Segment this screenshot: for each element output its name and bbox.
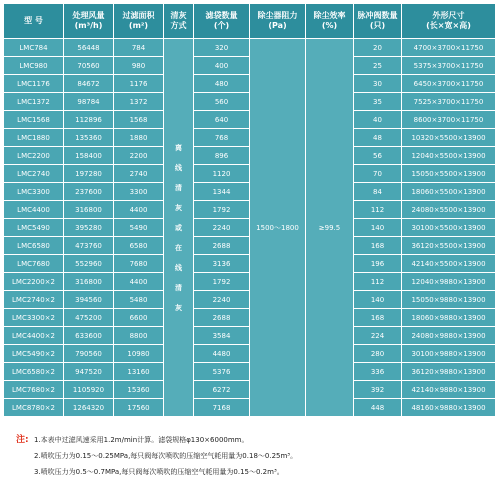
cell-bags: 3584 (194, 327, 250, 345)
cell-model: LMC1880 (4, 129, 64, 147)
cell-flow: 98784 (64, 93, 114, 111)
cell-valves: 196 (354, 255, 402, 273)
cell-area: 1880 (114, 129, 164, 147)
cell-flow: 70560 (64, 57, 114, 75)
cell-size: 30100×5500×13900 (402, 219, 496, 237)
note-text: 1.本表中过滤风速采用1.2m/min计算。滤袋规格φ130×6000mm。 (34, 436, 249, 444)
cell-model: LMC784 (4, 39, 64, 57)
cell-size: 5375×3700×11750 (402, 57, 496, 75)
cell-valves: 84 (354, 183, 402, 201)
cell-model: LMC1568 (4, 111, 64, 129)
cell-flow: 473760 (64, 237, 114, 255)
cell-valves: 112 (354, 201, 402, 219)
spec-table-container (3, 3, 495, 417)
cell-size: 15050×5500×13900 (402, 165, 496, 183)
cell-size: 42140×9880×13900 (402, 381, 496, 399)
cell-area: 784 (114, 39, 164, 57)
cell-size: 36120×9880×13900 (402, 363, 496, 381)
cell-model: LMC5490×2 (4, 345, 64, 363)
header-flow: 处理风量 (m³/h) (64, 4, 114, 39)
cell-size: 42140×5500×13900 (402, 255, 496, 273)
cell-model: LMC2740 (4, 165, 64, 183)
cell-bags: 4480 (194, 345, 250, 363)
cell-flow: 84672 (64, 75, 114, 93)
cell-model: LMC980 (4, 57, 64, 75)
cell-flow: 316800 (64, 201, 114, 219)
cell-area: 5490 (114, 219, 164, 237)
header-area: 过滤面积 (m²) (114, 4, 164, 39)
cell-flow: 790560 (64, 345, 114, 363)
cell-area: 13160 (114, 363, 164, 381)
cell-area: 2200 (114, 147, 164, 165)
cell-area: 10980 (114, 345, 164, 363)
cell-model: LMC3300×2 (4, 309, 64, 327)
cell-flow: 1264320 (64, 399, 114, 417)
header-valves: 脉冲阀数量 (只) (354, 4, 402, 39)
cell-flow: 475200 (64, 309, 114, 327)
cell-model: LMC4400 (4, 201, 64, 219)
header-row (4, 4, 496, 39)
notes-label: 注: (16, 435, 29, 445)
header-bags: 滤袋数量 (个) (194, 4, 250, 39)
cell-flow: 395280 (64, 219, 114, 237)
note-line-2 (16, 448, 486, 464)
cell-valves: 48 (354, 129, 402, 147)
cell-bags: 320 (194, 39, 250, 57)
cell-model: LMC6580×2 (4, 363, 64, 381)
cell-bags: 7168 (194, 399, 250, 417)
cell-valves: 168 (354, 309, 402, 327)
cell-bags: 1792 (194, 273, 250, 291)
cell-bags: 5376 (194, 363, 250, 381)
cell-area: 4400 (114, 201, 164, 219)
cell-model: LMC8780×2 (4, 399, 64, 417)
cell-valves: 40 (354, 111, 402, 129)
cell-size: 24080×5500×13900 (402, 201, 496, 219)
spec-table-body (4, 39, 496, 417)
cell-bags: 3136 (194, 255, 250, 273)
cell-bags: 400 (194, 57, 250, 75)
cell-size: 10320×5500×13900 (402, 129, 496, 147)
cell-flow: 56448 (64, 39, 114, 57)
cell-valves: 20 (354, 39, 402, 57)
cell-size: 4700×3700×11750 (402, 39, 496, 57)
cell-bags: 768 (194, 129, 250, 147)
cell-valves: 70 (354, 165, 402, 183)
cell-valves: 336 (354, 363, 402, 381)
cell-model: LMC5490 (4, 219, 64, 237)
cell-valves: 140 (354, 291, 402, 309)
cell-valves: 168 (354, 237, 402, 255)
resistance-cell: 1500～1800 (250, 39, 306, 417)
cell-valves: 30 (354, 75, 402, 93)
note-line-3 (16, 464, 486, 480)
cell-bags: 640 (194, 111, 250, 129)
header-cleaning: 清灰 方式 (164, 4, 194, 39)
cell-area: 15360 (114, 381, 164, 399)
cell-area: 2740 (114, 165, 164, 183)
cell-model: LMC7680×2 (4, 381, 64, 399)
cell-bags: 560 (194, 93, 250, 111)
cell-model: LMC4400×2 (4, 327, 64, 345)
cell-size: 12040×5500×13900 (402, 147, 496, 165)
cell-flow: 316800 (64, 273, 114, 291)
cell-size: 30100×9880×13900 (402, 345, 496, 363)
cell-bags: 2240 (194, 219, 250, 237)
cell-valves: 224 (354, 327, 402, 345)
cell-size: 12040×9880×13900 (402, 273, 496, 291)
cell-valves: 140 (354, 219, 402, 237)
cell-valves: 280 (354, 345, 402, 363)
cell-size: 6450×3700×11750 (402, 75, 496, 93)
cell-size: 24080×9880×13900 (402, 327, 496, 345)
header-model: 型 号 (4, 4, 64, 39)
cell-flow: 947520 (64, 363, 114, 381)
header-resistance: 除尘器阻力 (Pa) (250, 4, 306, 39)
efficiency-cell: ≥99.5 (306, 39, 354, 417)
cell-area: 6580 (114, 237, 164, 255)
cell-bags: 1120 (194, 165, 250, 183)
cell-flow: 158400 (64, 147, 114, 165)
cell-valves: 448 (354, 399, 402, 417)
notes-section (16, 432, 486, 480)
cell-bags: 896 (194, 147, 250, 165)
note-text: 2.喷吹压力为0.15～0.25MPa,每只阀每次喷吹的压缩空气耗用量为0.18～0.25m³。 (34, 452, 298, 460)
spec-table (3, 3, 496, 417)
cell-size: 7525×3700×11750 (402, 93, 496, 111)
cell-size: 36120×5500×13900 (402, 237, 496, 255)
cell-area: 8800 (114, 327, 164, 345)
cell-flow: 394560 (64, 291, 114, 309)
table-row (4, 39, 496, 57)
cell-size: 48160×9880×13900 (402, 399, 496, 417)
cell-valves: 392 (354, 381, 402, 399)
cell-bags: 6272 (194, 381, 250, 399)
header-size: 外形尺寸 (长×宽×高) (402, 4, 496, 39)
cell-valves: 35 (354, 93, 402, 111)
cell-bags: 1792 (194, 201, 250, 219)
cell-area: 17560 (114, 399, 164, 417)
note-line-1 (16, 432, 486, 448)
cell-size: 18060×5500×13900 (402, 183, 496, 201)
cell-bags: 1344 (194, 183, 250, 201)
note-text: 3.喷吹压力为0.5～0.7MPa,每只阀每次喷吹的压缩空气耗用量为0.15～0.2m³。 (34, 468, 284, 476)
cell-size: 15050×9880×13900 (402, 291, 496, 309)
cell-area: 7680 (114, 255, 164, 273)
cell-model: LMC1176 (4, 75, 64, 93)
cell-size: 18060×9880×13900 (402, 309, 496, 327)
cell-area: 1568 (114, 111, 164, 129)
cell-flow: 552960 (64, 255, 114, 273)
cell-model: LMC6580 (4, 237, 64, 255)
cell-bags: 2688 (194, 237, 250, 255)
header-efficiency: 除尘效率 (%) (306, 4, 354, 39)
cell-flow: 1105920 (64, 381, 114, 399)
cell-size: 8600×3700×11750 (402, 111, 496, 129)
cell-area: 1372 (114, 93, 164, 111)
cell-flow: 112896 (64, 111, 114, 129)
cell-bags: 2240 (194, 291, 250, 309)
cell-area: 1176 (114, 75, 164, 93)
cell-area: 5480 (114, 291, 164, 309)
cell-model: LMC2200×2 (4, 273, 64, 291)
cell-valves: 25 (354, 57, 402, 75)
cell-area: 6600 (114, 309, 164, 327)
cell-area: 980 (114, 57, 164, 75)
cell-bags: 2688 (194, 309, 250, 327)
cell-bags: 480 (194, 75, 250, 93)
cell-flow: 237600 (64, 183, 114, 201)
cell-area: 3300 (114, 183, 164, 201)
cell-flow: 633600 (64, 327, 114, 345)
cell-flow: 135360 (64, 129, 114, 147)
cell-valves: 112 (354, 273, 402, 291)
cell-model: LMC2740×2 (4, 291, 64, 309)
cleaning-method-cell: 离线清灰或在线清灰 (164, 39, 194, 417)
cell-flow: 197280 (64, 165, 114, 183)
cell-model: LMC3300 (4, 183, 64, 201)
cell-model: LMC2200 (4, 147, 64, 165)
cell-area: 4400 (114, 273, 164, 291)
cell-valves: 56 (354, 147, 402, 165)
cell-model: LMC7680 (4, 255, 64, 273)
cell-model: LMC1372 (4, 93, 64, 111)
